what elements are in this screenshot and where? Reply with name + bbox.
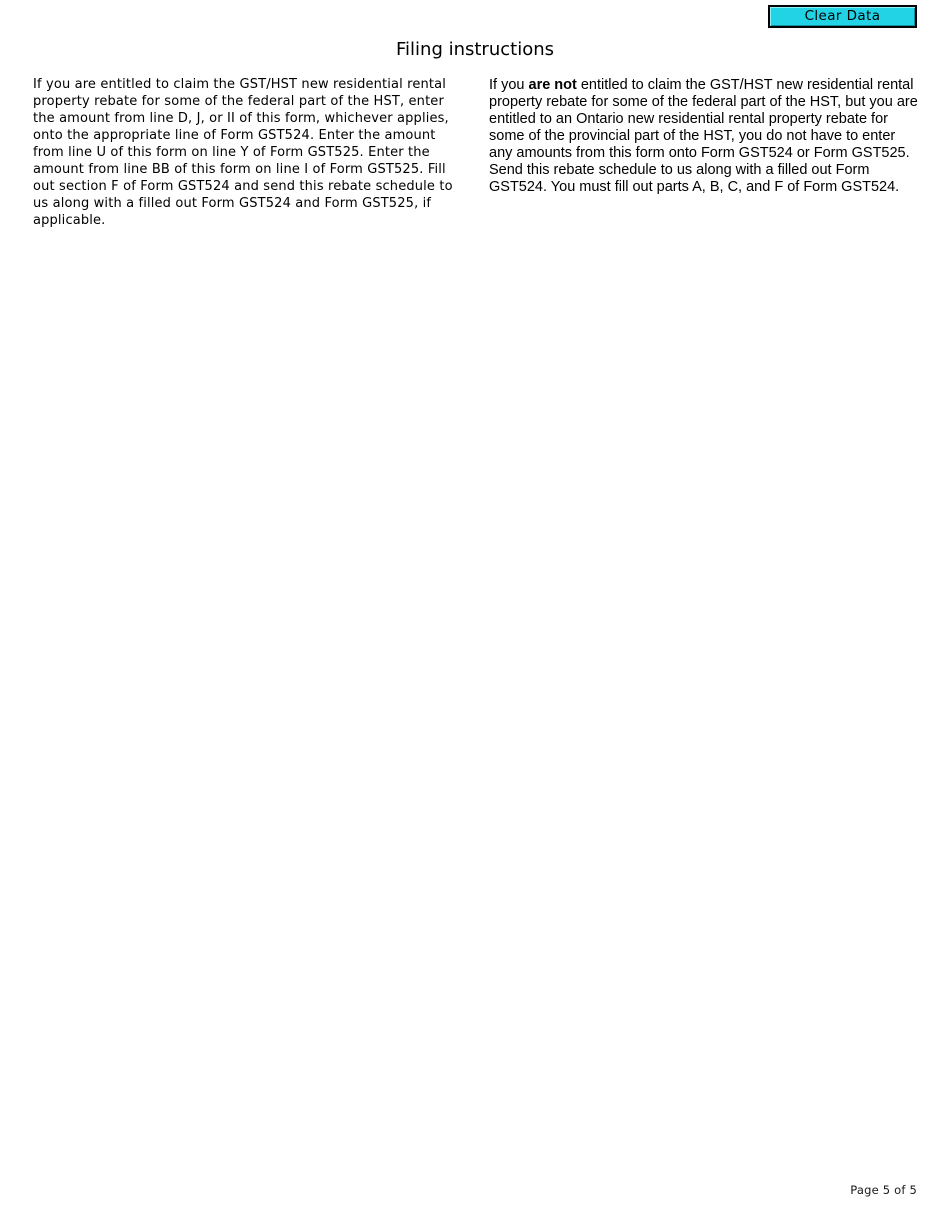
instructions-emphasis: are not	[528, 77, 577, 93]
page-title: Filing instructions	[395, 39, 554, 60]
instructions-not-entitled-paragraph	[489, 77, 921, 196]
instructions-entitled-paragraph: If you are entitled to claim the GST/HST new residential rental property rebate for some of the federal part of the HST, enter the amount from line D, J, or II of this form, whichever applies, onto the appropriate line of Form GST524. Enter the amount from line U of this form on line Y of Form GST525. Enter the amount from line BB of this form on line I of Form GST525. Fill out section F of Form GST524 and send this rebate schedule to us along with a filled out Form GST524 and Form GST525, if applicable.	[33, 77, 453, 228]
clear-data-button[interactable]: Clear Data	[768, 5, 917, 28]
instructions-suffix: entitled to claim the GST/HST new residential rental property rebate for some of the federal part of the HST, but you are entitled to an Ontario new residential rental property rebate for some of the provincial part of the HST, you do not have to enter any amounts from this form onto Form GST524 or Form GST525. Send this rebate schedule to us along with a filled out Form GST524. You must fill out parts A, B, C, and F of Form GST524.	[489, 77, 918, 195]
page-number: Page 5 of 5	[850, 1183, 917, 1197]
instructions-prefix: If you	[489, 77, 529, 93]
